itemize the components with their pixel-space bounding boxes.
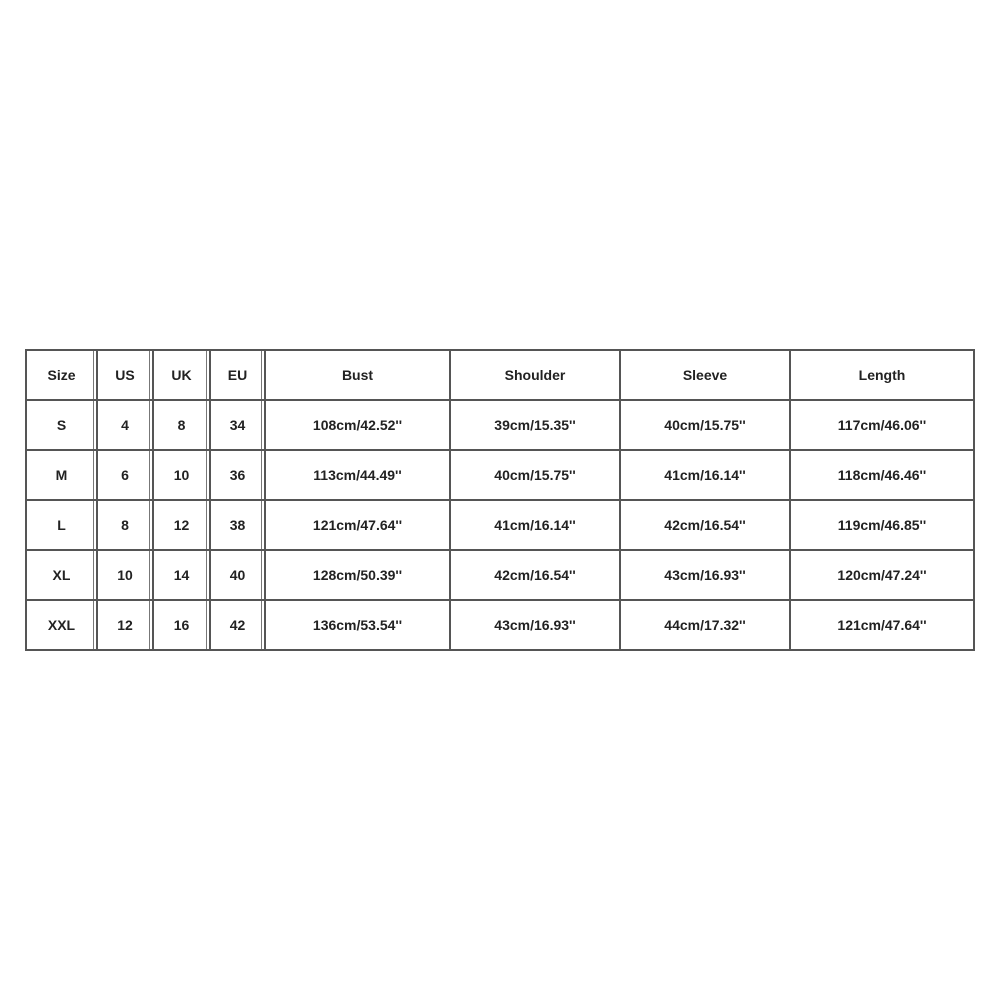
cell-size: S bbox=[27, 401, 98, 451]
cell-eu: 40 bbox=[211, 551, 266, 601]
cell-sleeve: 43cm/16.93'' bbox=[621, 551, 791, 601]
cell-sleeve: 42cm/16.54'' bbox=[621, 501, 791, 551]
table-row bbox=[27, 551, 975, 601]
cell-eu: 34 bbox=[211, 401, 266, 451]
cell-uk: 8 bbox=[154, 401, 211, 451]
table-row bbox=[27, 401, 975, 451]
cell-shoulder: 42cm/16.54'' bbox=[451, 551, 621, 601]
size-chart-table bbox=[25, 349, 975, 651]
cell-us: 6 bbox=[98, 451, 154, 501]
cell-bust: 128cm/50.39'' bbox=[266, 551, 451, 601]
header-shoulder: Shoulder bbox=[451, 351, 621, 401]
table-row bbox=[27, 601, 975, 651]
header-row bbox=[27, 351, 975, 401]
cell-eu: 42 bbox=[211, 601, 266, 651]
cell-sleeve: 41cm/16.14'' bbox=[621, 451, 791, 501]
cell-shoulder: 40cm/15.75'' bbox=[451, 451, 621, 501]
cell-length: 117cm/46.06'' bbox=[791, 401, 975, 451]
cell-bust: 136cm/53.54'' bbox=[266, 601, 451, 651]
header-size: Size bbox=[27, 351, 98, 401]
cell-length: 121cm/47.64'' bbox=[791, 601, 975, 651]
cell-shoulder: 43cm/16.93'' bbox=[451, 601, 621, 651]
header-length: Length bbox=[791, 351, 975, 401]
cell-uk: 16 bbox=[154, 601, 211, 651]
cell-uk: 12 bbox=[154, 501, 211, 551]
header-us: US bbox=[98, 351, 154, 401]
cell-length: 119cm/46.85'' bbox=[791, 501, 975, 551]
cell-shoulder: 41cm/16.14'' bbox=[451, 501, 621, 551]
cell-us: 12 bbox=[98, 601, 154, 651]
header-bust: Bust bbox=[266, 351, 451, 401]
cell-length: 120cm/47.24'' bbox=[791, 551, 975, 601]
cell-sleeve: 40cm/15.75'' bbox=[621, 401, 791, 451]
cell-eu: 36 bbox=[211, 451, 266, 501]
cell-bust: 121cm/47.64'' bbox=[266, 501, 451, 551]
cell-bust: 108cm/42.52'' bbox=[266, 401, 451, 451]
cell-length: 118cm/46.46'' bbox=[791, 451, 975, 501]
cell-us: 10 bbox=[98, 551, 154, 601]
cell-us: 8 bbox=[98, 501, 154, 551]
header-eu: EU bbox=[211, 351, 266, 401]
cell-size: XXL bbox=[27, 601, 98, 651]
cell-shoulder: 39cm/15.35'' bbox=[451, 401, 621, 451]
header-uk: UK bbox=[154, 351, 211, 401]
cell-uk: 10 bbox=[154, 451, 211, 501]
cell-size: M bbox=[27, 451, 98, 501]
header-sleeve: Sleeve bbox=[621, 351, 791, 401]
cell-eu: 38 bbox=[211, 501, 266, 551]
cell-sleeve: 44cm/17.32'' bbox=[621, 601, 791, 651]
cell-us: 4 bbox=[98, 401, 154, 451]
table-row bbox=[27, 501, 975, 551]
cell-uk: 14 bbox=[154, 551, 211, 601]
cell-size: XL bbox=[27, 551, 98, 601]
cell-bust: 113cm/44.49'' bbox=[266, 451, 451, 501]
table-row bbox=[27, 451, 975, 501]
cell-size: L bbox=[27, 501, 98, 551]
